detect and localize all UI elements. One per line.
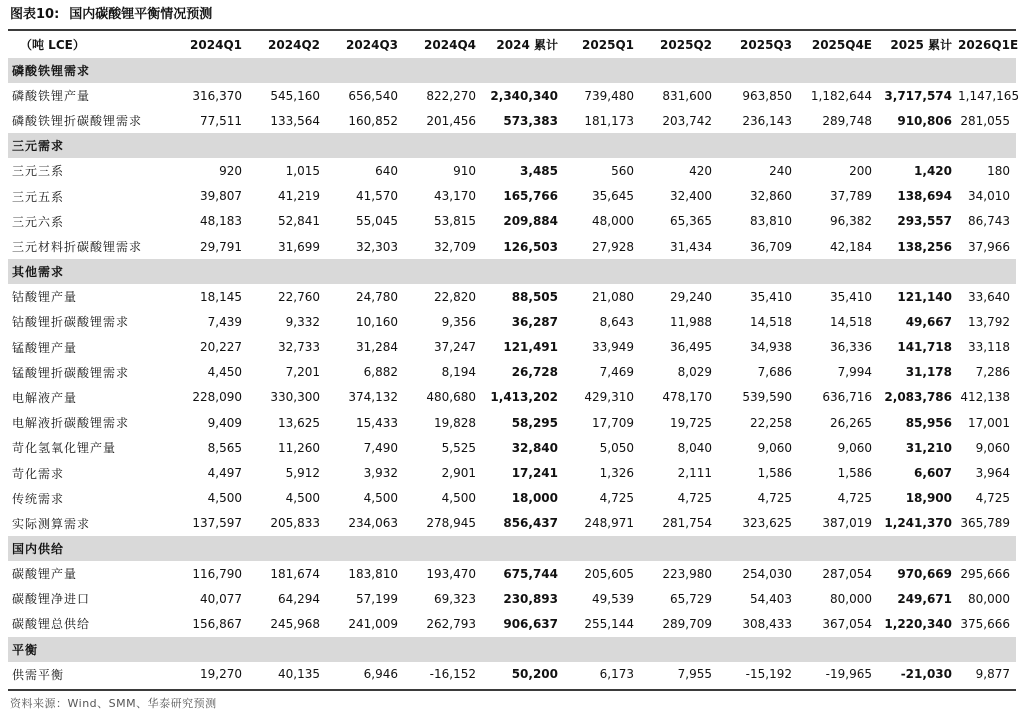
table-cell: 180: [987, 163, 1010, 178]
row-label: 三元五系: [12, 189, 65, 204]
row-label: 三元材料折碳酸锂需求: [12, 240, 143, 255]
table-cell: 236,143: [742, 113, 792, 128]
table-cell: 11,260: [278, 440, 320, 455]
table-cell: 14,518: [750, 314, 792, 329]
table-cell: 4,725: [837, 491, 872, 506]
table-row: [8, 410, 1016, 435]
table-cell: 254,030: [742, 566, 792, 581]
table-cell: 4,497: [207, 466, 242, 481]
section-title: 三元需求: [8, 133, 1016, 158]
table-cell: 36,287: [511, 314, 558, 329]
table-cell: 41,219: [278, 189, 320, 204]
section-title: 磷酸铁锂需求: [8, 58, 1016, 83]
table-cell: 64,294: [278, 591, 320, 606]
row-label: 三元三系: [12, 164, 65, 179]
table-cell: 739,480: [584, 88, 634, 103]
table-cell: 831,600: [662, 88, 712, 103]
table-cell: 1,220,340: [884, 616, 952, 631]
table-cell: 228,090: [192, 390, 242, 405]
table-cell: 17,001: [968, 415, 1010, 430]
table-cell: 7,686: [757, 365, 792, 380]
row-label: 锰酸锂折碳酸锂需求: [12, 365, 130, 380]
table-cell: 2,083,786: [884, 390, 952, 405]
table-cell: 17,241: [511, 466, 558, 481]
table-cell: 910: [453, 163, 476, 178]
table-cell: 1,182,644: [810, 88, 872, 103]
table-cell: 234,063: [348, 516, 398, 531]
table-cell: 1,413,202: [490, 390, 558, 405]
table-cell: 4,725: [757, 491, 792, 506]
table-cell: 295,666: [960, 566, 1010, 581]
table-cell: 9,409: [207, 415, 242, 430]
table-cell: 32,840: [511, 440, 558, 455]
table-cell: 4,500: [207, 491, 242, 506]
table-cell: 37,789: [830, 189, 872, 204]
table-cell: 48,183: [200, 214, 242, 229]
table-cell: 121,491: [503, 340, 558, 355]
table-cell: 429,310: [584, 390, 634, 405]
table-cell: 133,564: [270, 113, 320, 128]
table-cell: 14,518: [830, 314, 872, 329]
table-cell: 1,147,165: [958, 88, 1020, 103]
table-cell: 116,790: [192, 566, 242, 581]
table-cell: 17,709: [592, 415, 634, 430]
table-cell: 4,500: [363, 491, 398, 506]
table-cell: 201,456: [426, 113, 476, 128]
table-cell: 289,709: [662, 616, 712, 631]
table-cell: 281,055: [960, 113, 1010, 128]
table-cell: 9,060: [757, 440, 792, 455]
table-cell: 5,912: [285, 466, 320, 481]
table-cell: 31,210: [905, 440, 952, 455]
table-cell: 205,605: [584, 566, 634, 581]
table-row: [8, 561, 1016, 586]
table-cell: 43,170: [434, 189, 476, 204]
table-cell: 54,403: [750, 591, 792, 606]
table-cell: 53,815: [434, 214, 476, 229]
section-title: 国内供给: [8, 536, 1016, 561]
table-cell: 181,674: [270, 566, 320, 581]
row-label: 碳酸锂产量: [12, 567, 78, 582]
table-cell: 9,877: [975, 667, 1010, 682]
table-row: [8, 611, 1016, 636]
row-label: 苛化氢氧化锂产量: [12, 441, 117, 456]
table-cell: 29,791: [200, 239, 242, 254]
figure-title: [8, 4, 1016, 28]
figure-label: 图表10:: [10, 7, 60, 22]
table-cell: 2,340,340: [490, 88, 558, 103]
table-cell: 640: [375, 163, 398, 178]
table-cell: 32,860: [750, 189, 792, 204]
table-cell: 910,806: [897, 113, 952, 128]
table-cell: 308,433: [742, 616, 792, 631]
table-cell: 1,586: [837, 466, 872, 481]
table-cell: 21,080: [592, 289, 634, 304]
table-cell: 3,964: [975, 466, 1010, 481]
table-cell: 8,029: [677, 365, 712, 380]
table-cell: 10,160: [356, 314, 398, 329]
section-header-row: [8, 637, 1016, 662]
table-cell: 375,666: [960, 616, 1010, 631]
table-cell: 121,140: [897, 289, 952, 304]
column-header: 2024Q3: [346, 37, 398, 52]
table-row: [8, 284, 1016, 309]
table-cell: -16,152: [429, 667, 476, 682]
table-cell: 34,938: [750, 340, 792, 355]
row-label: 钴酸锂产量: [12, 290, 78, 305]
table-cell: 32,303: [356, 239, 398, 254]
column-header: 2025Q4E: [811, 37, 872, 52]
table-cell: 13,792: [968, 314, 1010, 329]
table-row: [8, 335, 1016, 360]
table-cell: 560: [611, 163, 634, 178]
table-cell: 35,410: [830, 289, 872, 304]
table-cell: 29,240: [670, 289, 712, 304]
table-cell: 18,000: [511, 491, 558, 506]
table-cell: 289,748: [822, 113, 872, 128]
table-cell: -21,030: [900, 667, 952, 682]
section-header-row: [8, 536, 1016, 561]
table-cell: 856,437: [503, 516, 558, 531]
table-cell: 36,709: [750, 239, 792, 254]
table-cell: 656,540: [348, 88, 398, 103]
table-cell: 675,744: [503, 566, 558, 581]
table-cell: 9,060: [837, 440, 872, 455]
bottom-rule: [8, 689, 1016, 691]
table-cell: 57,199: [356, 591, 398, 606]
table-cell: 240: [769, 163, 792, 178]
table-cell: 420: [689, 163, 712, 178]
table-cell: 316,370: [192, 88, 242, 103]
table-cell: 330,300: [270, 390, 320, 405]
table-cell: 18,900: [905, 491, 952, 506]
column-header: 2025Q3: [740, 37, 792, 52]
row-label: 实际测算需求: [12, 516, 91, 531]
table-cell: 6,173: [599, 667, 634, 682]
table-cell: 205,833: [270, 516, 320, 531]
table-cell: 22,760: [278, 289, 320, 304]
table-row: [8, 385, 1016, 410]
row-label: 传统需求: [12, 491, 65, 506]
table-cell: 137,597: [192, 516, 242, 531]
table-cell: 4,725: [677, 491, 712, 506]
section-title: 其他需求: [8, 259, 1016, 284]
table-cell: 19,828: [434, 415, 476, 430]
table-row: [8, 511, 1016, 536]
row-label: 电解液产量: [12, 390, 78, 405]
table-cell: 37,247: [434, 340, 476, 355]
table-cell: 1,015: [285, 163, 320, 178]
header-row: [8, 31, 1016, 58]
table-cell: 65,729: [670, 591, 712, 606]
table-cell: 203,742: [662, 113, 712, 128]
table-cell: 88,505: [511, 289, 558, 304]
table-row: [8, 309, 1016, 334]
table-row: [8, 209, 1016, 234]
table-cell: 7,201: [285, 365, 320, 380]
table-cell: 245,968: [270, 616, 320, 631]
table-cell: 4,725: [599, 491, 634, 506]
table-cell: 20,227: [200, 340, 242, 355]
table-cell: 7,469: [599, 365, 634, 380]
table-cell: 55,045: [356, 214, 398, 229]
row-label: 供需平衡: [12, 667, 65, 682]
table-cell: 80,000: [968, 591, 1010, 606]
table-cell: 545,160: [270, 88, 320, 103]
table-cell: 39,807: [200, 189, 242, 204]
table-cell: 35,410: [750, 289, 792, 304]
table-cell: 156,867: [192, 616, 242, 631]
table-cell: 31,178: [905, 365, 952, 380]
table-cell: 49,539: [592, 591, 634, 606]
table-cell: 209,884: [503, 214, 558, 229]
row-label: 钴酸锂折碳酸锂需求: [12, 315, 130, 330]
row-label: 碳酸锂净进口: [12, 592, 91, 607]
table-cell: 573,383: [503, 113, 558, 128]
table-cell: 36,336: [830, 340, 872, 355]
table-cell: 34,010: [968, 189, 1010, 204]
table-cell: 52,841: [278, 214, 320, 229]
table-cell: 41,570: [356, 189, 398, 204]
table-cell: 65,365: [670, 214, 712, 229]
table-cell: 374,132: [348, 390, 398, 405]
table-cell: 281,754: [662, 516, 712, 531]
table-cell: 323,625: [742, 516, 792, 531]
table-cell: 2,901: [441, 466, 476, 481]
table-cell: 22,258: [750, 415, 792, 430]
table-cell: 69,323: [434, 591, 476, 606]
table-cell: 19,725: [670, 415, 712, 430]
table-cell: 31,434: [670, 239, 712, 254]
table-row: [8, 184, 1016, 209]
figure-title-text: 国内碳酸锂平衡情况预测: [69, 7, 213, 22]
table-cell: 86,743: [968, 214, 1010, 229]
column-header: 2026Q1E: [958, 37, 1019, 52]
table-cell: 26,728: [511, 365, 558, 380]
table-cell: 48,000: [592, 214, 634, 229]
section-header-row: [8, 58, 1016, 83]
table-cell: 412,138: [960, 390, 1010, 405]
table-cell: 15,433: [356, 415, 398, 430]
table-cell: 13,625: [278, 415, 320, 430]
row-label: 苛化需求: [12, 466, 65, 481]
table-cell: 223,980: [662, 566, 712, 581]
table-cell: 96,382: [830, 214, 872, 229]
table-cell: 33,640: [968, 289, 1010, 304]
column-header: 2024Q4: [424, 37, 476, 52]
table-cell: 40,077: [200, 591, 242, 606]
table-cell: 230,893: [503, 591, 558, 606]
table-cell: 31,284: [356, 340, 398, 355]
unit-header: （吨 LCE）: [20, 38, 85, 52]
table-cell: 83,810: [750, 214, 792, 229]
table-row: [8, 83, 1016, 108]
table-cell: 262,793: [426, 616, 476, 631]
table-cell: 18,145: [200, 289, 242, 304]
table-cell: 77,511: [200, 113, 242, 128]
section-header-row: [8, 259, 1016, 284]
row-label: 锰酸锂产量: [12, 340, 78, 355]
table-cell: 287,054: [822, 566, 872, 581]
table-cell: 539,590: [742, 390, 792, 405]
table-row: [8, 435, 1016, 460]
table-cell: 636,716: [822, 390, 872, 405]
table-cell: 193,470: [426, 566, 476, 581]
table-cell: 5,525: [441, 440, 476, 455]
table-cell: 8,643: [599, 314, 634, 329]
table-cell: 165,766: [503, 189, 558, 204]
table-cell: 8,040: [677, 440, 712, 455]
column-header: 2025 累计: [890, 38, 952, 52]
column-header: 2025Q1: [582, 37, 634, 52]
table-cell: 33,949: [592, 340, 634, 355]
table-cell: 181,173: [584, 113, 634, 128]
table-cell: 26,265: [830, 415, 872, 430]
table-cell: 42,184: [830, 239, 872, 254]
table-cell: 248,971: [584, 516, 634, 531]
table-cell: 278,945: [426, 516, 476, 531]
table-cell: 3,932: [363, 466, 398, 481]
table-cell: 1,326: [599, 466, 634, 481]
row-label: 磷酸铁锂产量: [12, 89, 91, 104]
table-cell: 1,420: [914, 163, 952, 178]
table-cell: 22,820: [434, 289, 476, 304]
table-cell: 1,241,370: [884, 516, 952, 531]
table-cell: 9,060: [975, 440, 1010, 455]
column-header: 2024 累计: [496, 38, 558, 52]
table-cell: 200: [849, 163, 872, 178]
table-cell: 367,054: [822, 616, 872, 631]
table-cell: 4,450: [207, 365, 242, 380]
table-row: [8, 360, 1016, 385]
table-cell: 2,111: [677, 466, 712, 481]
table-body: [8, 58, 1020, 687]
table-row: [8, 662, 1016, 687]
table-cell: 138,256: [897, 239, 952, 254]
table-cell: 970,669: [897, 566, 952, 581]
table-cell: 963,850: [742, 88, 792, 103]
table-cell: 7,439: [207, 314, 242, 329]
table-cell: 32,400: [670, 189, 712, 204]
table-cell: 1,586: [757, 466, 792, 481]
table-cell: 183,810: [348, 566, 398, 581]
table-cell: 49,667: [905, 314, 952, 329]
table-cell: 36,495: [670, 340, 712, 355]
table-cell: 6,882: [363, 365, 398, 380]
table-cell: -19,965: [825, 667, 872, 682]
table-cell: 4,500: [285, 491, 320, 506]
row-label: 碳酸锂总供给: [12, 617, 91, 632]
table-cell: 33,118: [968, 340, 1010, 355]
table-cell: 19,270: [200, 667, 242, 682]
row-label: 磷酸铁锂折碳酸锂需求: [12, 114, 143, 129]
table-cell: 6,946: [363, 667, 398, 682]
table-cell: 50,200: [511, 667, 558, 682]
table-cell: 8,194: [441, 365, 476, 380]
table-cell: 7,490: [363, 440, 398, 455]
table-cell: 7,286: [975, 365, 1010, 380]
table-cell: 80,000: [830, 591, 872, 606]
table-row: [8, 234, 1016, 259]
table-cell: 8,565: [207, 440, 242, 455]
table-cell: 27,928: [592, 239, 634, 254]
section-title: 平衡: [8, 637, 1016, 662]
table-cell: 4,725: [975, 491, 1010, 506]
table-row: [8, 586, 1016, 611]
table-row: [8, 108, 1016, 133]
section-header-row: [8, 133, 1016, 158]
row-label: 三元六系: [12, 214, 65, 229]
table-cell: 58,295: [511, 415, 558, 430]
table-cell: 387,019: [822, 516, 872, 531]
table-cell: 126,503: [503, 239, 558, 254]
table-cell: 138,694: [897, 189, 952, 204]
table-cell: 9,332: [285, 314, 320, 329]
table-cell: 32,709: [434, 239, 476, 254]
table-cell: 249,671: [897, 591, 952, 606]
table-row: [8, 486, 1016, 511]
table-cell: 255,144: [584, 616, 634, 631]
table-cell: 32,733: [278, 340, 320, 355]
table-cell: -15,192: [745, 667, 792, 682]
table-cell: 822,270: [426, 88, 476, 103]
table-cell: 293,557: [897, 214, 952, 229]
table-row: [8, 460, 1016, 485]
table-cell: 85,956: [905, 415, 952, 430]
table-cell: 40,135: [278, 667, 320, 682]
table-cell: 11,988: [670, 314, 712, 329]
source-note: 资料来源：Wind、SMM、华泰研究预测: [10, 696, 217, 710]
column-header: 2024Q1: [190, 37, 242, 52]
table-cell: 35,645: [592, 189, 634, 204]
table-cell: 6,607: [914, 466, 952, 481]
table-cell: 24,780: [356, 289, 398, 304]
table-cell: 906,637: [503, 616, 558, 631]
table-cell: 37,966: [968, 239, 1010, 254]
table-cell: 478,170: [662, 390, 712, 405]
table-cell: 480,680: [426, 390, 476, 405]
balance-table: [8, 31, 1020, 687]
table-cell: 5,050: [599, 440, 634, 455]
table-cell: 160,852: [348, 113, 398, 128]
table-cell: 365,789: [960, 516, 1010, 531]
table-cell: 241,009: [348, 616, 398, 631]
table-cell: 9,356: [441, 314, 476, 329]
row-label: 电解液折碳酸锂需求: [12, 416, 130, 431]
table-cell: 7,994: [837, 365, 872, 380]
table-cell: 920: [219, 163, 242, 178]
table-cell: 4,500: [441, 491, 476, 506]
table-cell: 31,699: [278, 239, 320, 254]
table-cell: 141,718: [897, 340, 952, 355]
table-cell: 3,485: [520, 163, 558, 178]
column-header: 2024Q2: [268, 37, 320, 52]
table-row: [8, 158, 1016, 183]
table-cell: 7,955: [677, 667, 712, 682]
table-cell: 3,717,574: [884, 88, 952, 103]
column-header: 2025Q2: [660, 37, 712, 52]
